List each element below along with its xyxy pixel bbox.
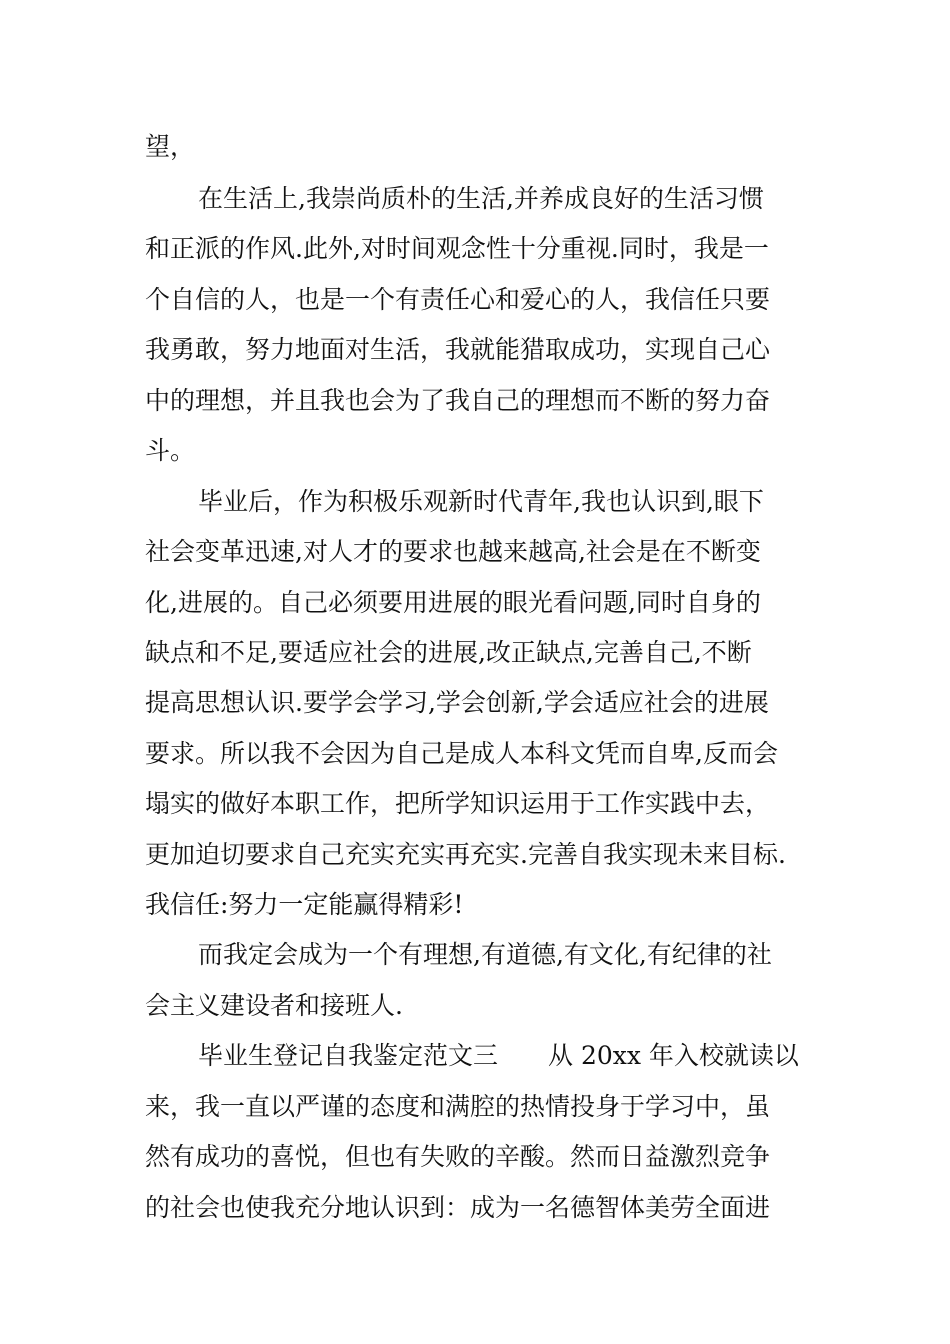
text-line: 更加迫切要求自己充实充实再充实.完善自我实现未来目标.: [145, 840, 786, 869]
text-line: 社会变革迅速,对人才的要求也越来越高,社会是在不断变: [145, 537, 761, 566]
text-line: 化,进展的。自己必须要用进展的眼光看问题,同时自身的: [145, 588, 761, 617]
text-line: 和正派的作风.此外,对时间观念性十分重视.同时，我是一: [145, 234, 769, 263]
paragraph-start: 在生活上,我崇尚质朴的生活,并养成良好的生活习惯: [198, 184, 764, 213]
text-line: 斗。: [145, 436, 196, 465]
text-line: 的社会也使我充分地认识到：成为一名德智体美劳全面进: [145, 1193, 771, 1222]
text-line: 塌实的做好本职工作，把所学知识运用于工作实践中去，: [145, 789, 771, 818]
text-line: 要求。所以我不会因为自己是成人本科文凭而自卑,反而会: [145, 739, 778, 768]
text-line: 提高思想认识.要学会学习,学会创新,学会适应社会的进展: [145, 688, 769, 717]
text-line: 个自信的人，也是一个有责任心和爱心的人，我信任只要: [145, 285, 771, 314]
text-line: 我信任:努力一定能赢得精彩!: [145, 890, 464, 919]
text-line: 中的理想，并且我也会为了我自己的理想而不断的努力奋: [145, 386, 771, 415]
text-line: 我勇敢，努力地面对生活，我就能猎取成功，实现自己心: [145, 335, 771, 364]
text-line: 然有成功的喜悦，但也有失败的辛酸。然而日益激烈竞争: [145, 1142, 771, 1171]
text-line: 来，我一直以严谨的态度和满腔的热情投身于学习中，虽: [145, 1092, 771, 1121]
text-line: 缺点和不足,要适应社会的进展,改正缺点,完善自己,不断: [145, 638, 752, 667]
text-line: 望，: [145, 132, 196, 161]
paragraph-start: 毕业后，作为积极乐观新时代青年,我也认识到,眼下: [198, 487, 764, 516]
paragraph-start: 毕业生登记自我鉴定范文三 从 20xx 年入校就读以: [198, 1041, 799, 1070]
text-line: 会主义建设者和接班人.: [145, 991, 403, 1020]
paragraph-start: 而我定会成为一个有理想,有道德,有文化,有纪律的社: [198, 940, 772, 969]
